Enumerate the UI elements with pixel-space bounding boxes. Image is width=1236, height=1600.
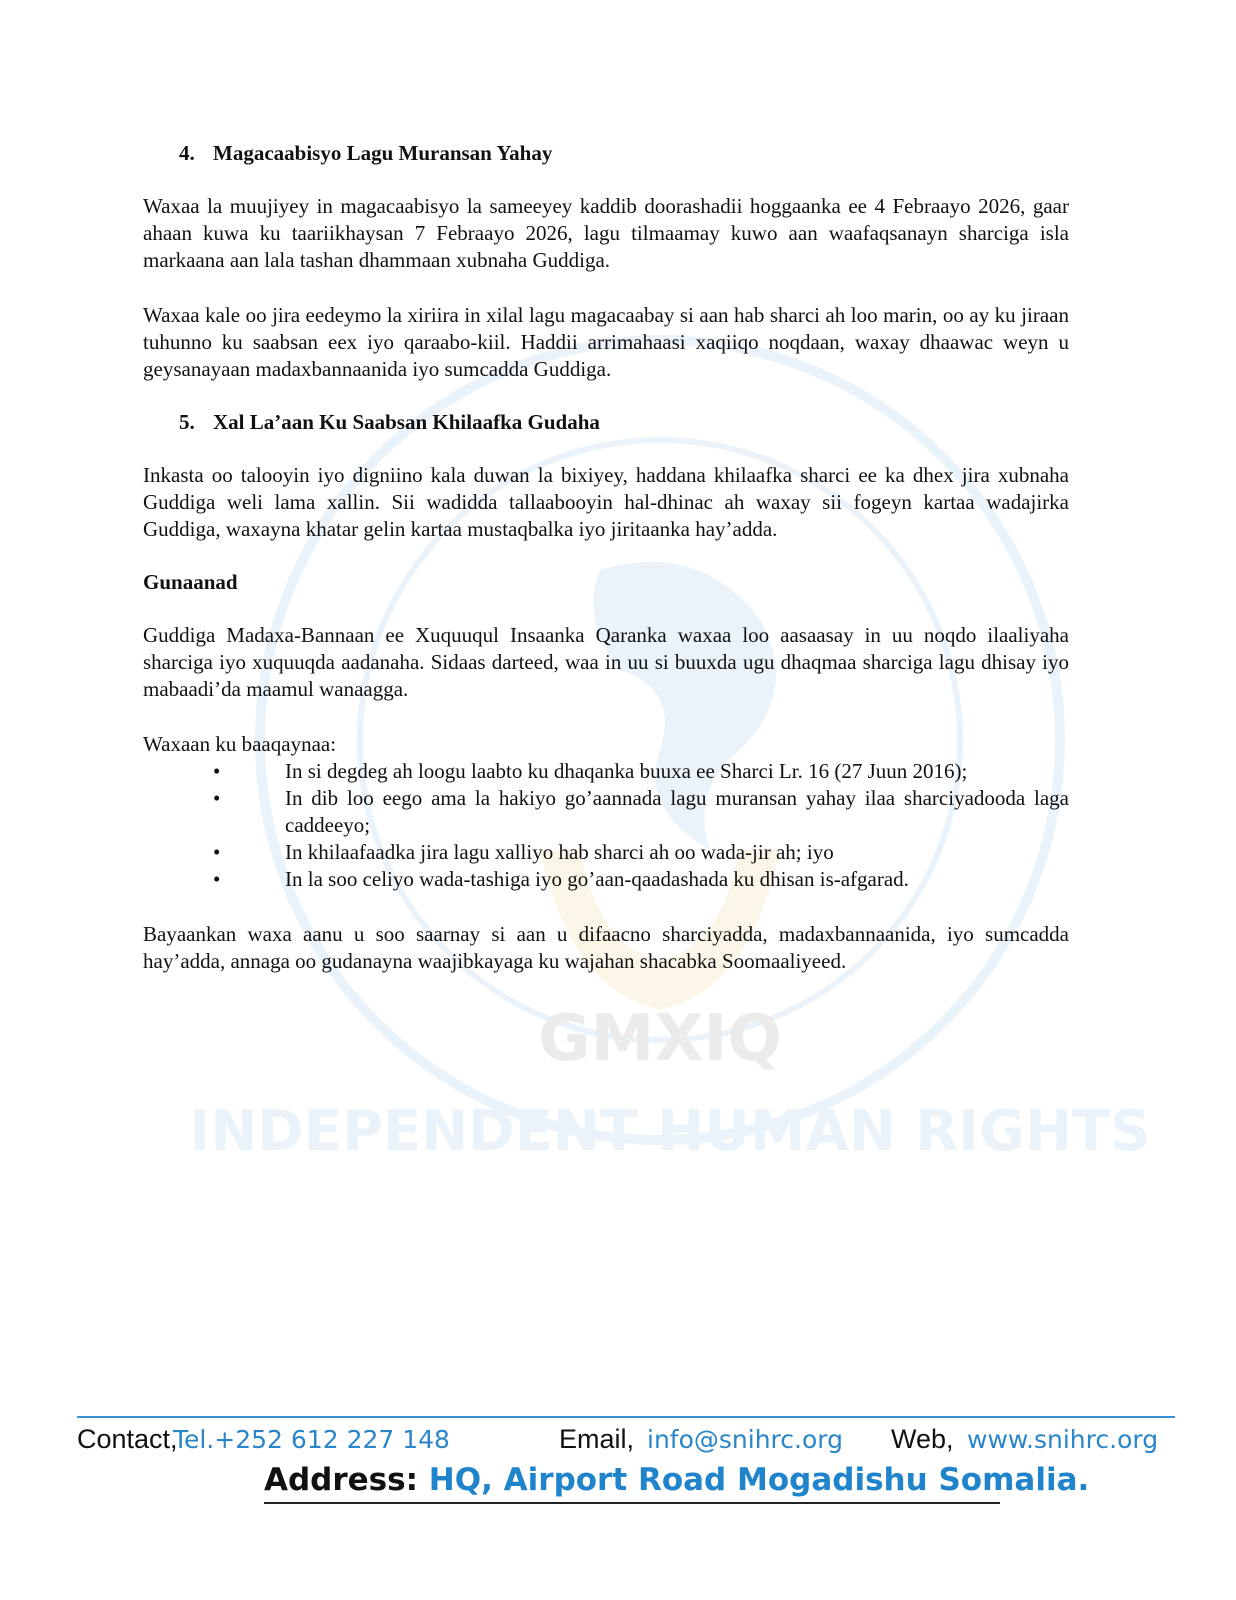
watermark-bottom-text: INDEPENDENT HUMAN RIGHTS xyxy=(189,1099,1151,1164)
web-link[interactable]: www.snihrc.org xyxy=(967,1425,1159,1454)
section-4-heading xyxy=(143,140,1069,167)
list-item: • In dib loo eego ama la hakiyo go’aannada lagu muransan yahay ilaa sharciyadooda laga caddeeyo; xyxy=(213,786,1069,837)
section-5-title: Xal La’aan Ku Saabsan Khilaafka Gudaha xyxy=(213,410,600,434)
address-label: Address: xyxy=(264,1462,418,1498)
phone-link[interactable]: Tel.+252 612 227 148 xyxy=(173,1425,450,1454)
watermark-center-text: GMXIQ xyxy=(538,1002,782,1076)
call-list xyxy=(143,758,1069,893)
email-link[interactable]: info@snihrc.org xyxy=(647,1425,843,1454)
section-4-number: 4. xyxy=(179,141,195,165)
section-4-paragraph-1: Waxaa la muujiyey in magacaabisyo la sameeyey kaddib doorashadii hoggaanka ee 4 Febraayo 2026, gaar ahaan kuwa ku taariikhaysan 7 Febraayo 2026, lagu tilmaamay kuwo aan waafaqsanayn sharciga isla markaana aan lala tashan dhammaan xubnaha Guddiga. xyxy=(143,194,1069,272)
footer-contact-row xyxy=(77,1424,1175,1460)
section-5-heading xyxy=(143,409,1069,436)
web-label: Web, xyxy=(891,1424,954,1454)
bullet-icon: • xyxy=(213,786,221,810)
bullet-icon: • xyxy=(213,840,221,864)
address-underline xyxy=(264,1502,1000,1504)
call-intro: Waxaan ku baaqaynaa: xyxy=(143,732,337,756)
list-item: • In khilaafaadka jira lagu xalliyo hab sharci ah oo wada-jir ah; iyo xyxy=(213,840,834,864)
email-label: Email, xyxy=(559,1424,635,1454)
conclusion-paragraph-1: Guddiga Madaxa-Bannaan ee Xuquuqul Insaanka Qaranka waxaa loo aasaasay in uu noqdo ilaaliyaha sharciga iyo xuquuqda aadanaha. Sidaas darteed, waa in uu si buuxda ugu dhaqmaa sharciga lagu dhisay iyo mabaadi’da maamul wanaagga. xyxy=(143,623,1069,701)
list-item: • In la soo celiyo wada-tashiga iyo go’aan-qaadashada ku dhisan is-afgarad. xyxy=(213,867,909,891)
section-5-number: 5. xyxy=(179,410,195,434)
bullet-icon: • xyxy=(213,759,221,783)
address-value: HQ, Airport Road Mogadishu Somalia. xyxy=(428,1462,1090,1498)
footer-divider xyxy=(77,1416,1175,1418)
closing-paragraph: Bayaankan waxa aanu u soo saarnay si aan u difaacno sharciyadda, madaxbannaanida, iyo sumcadda hay’adda, annaga oo gudanayna waajibkayaga ku wajahan shacabka Soomaaliyeed. xyxy=(143,922,1069,973)
bullet-icon: • xyxy=(213,867,221,891)
conclusion-heading: Gunaanad xyxy=(143,570,238,594)
section-4-paragraph-2: Waxaa kale oo jira eedeymo la xiriira in xilal lagu magacaabay si aan hab sharci ah loo marin, oo ay ku jiraan tuhunno ku saabsan eex iyo qaraabo-kiil. Haddii arrimahaasi xaqiiqo noqdaan, waxay dhaawac weyn u geysanayaan madaxbannaanida iyo sumcadda Guddiga. xyxy=(143,303,1069,381)
section-5-paragraph-1: Inkasta oo talooyin iyo digniino kala duwan la bixiyey, haddana khilaafka sharci ee ka dhex jira xubnaha Guddiga weli lama xallin. Sii wadidda tallaabooyin hal-dhinac ah waxay sii fogeyn kartaa wadajirka Guddiga, waxayna khatar gelin kartaa mustaqbalka iyo jiritaanka hay’adda. xyxy=(143,463,1069,541)
footer-address xyxy=(264,1462,1089,1498)
contact-label: Contact, xyxy=(77,1424,178,1454)
list-item: • In si degdeg ah loogu laabto ku dhaqanka buuxa ee Sharci Lr. 16 (27 Juun 2016); xyxy=(213,759,968,783)
document-body xyxy=(143,140,1069,975)
section-4-title: Magacaabisyo Lagu Muransan Yahay xyxy=(213,141,553,165)
